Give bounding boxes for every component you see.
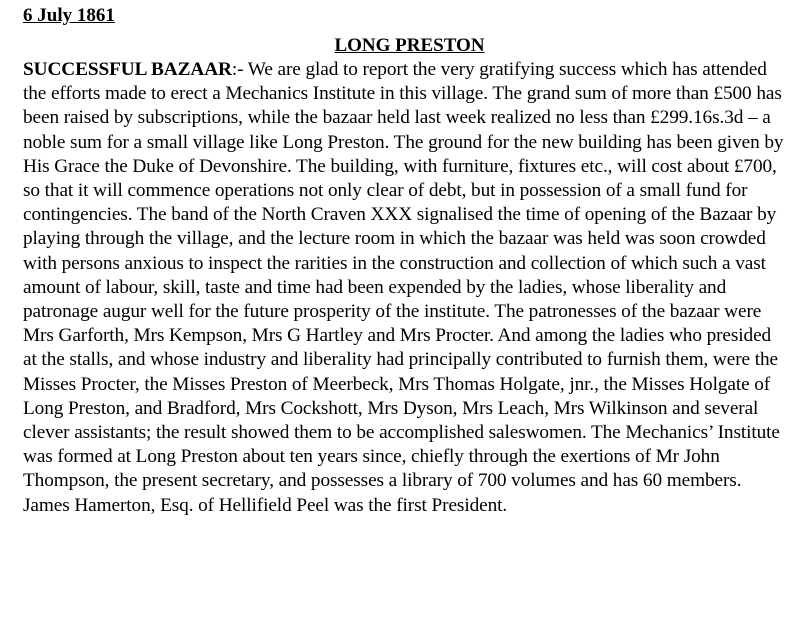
article-lead: SUCCESSFUL BAZAAR — [23, 59, 232, 80]
article-heading: LONG PRESTON — [334, 35, 485, 56]
article-body — [23, 58, 786, 518]
article-date: 6 July 1861 — [23, 5, 115, 26]
article-text: :- We are glad to report the very gratifying success which has attended the efforts made to erect a Mechanics Institute in this village. The grand sum of more than £500 has been raised by subscriptions, while the bazaar held last week realized no less than £299.16s.3d – a noble sum for a small village like Long Preston. The ground for the new building has been given by His Grace the Duke of Devonshire. The building, with furniture, fixtures etc., will cost about £700, so that it will commence operations not only clear of debt, but in possession of a small fund for contingencies. The band of the North Craven XXX signalised the time of opening of the Bazaar by playing through the village, and the lecture room in which the bazaar was held was soon crowded with persons anxious to inspect the rarities in the construction and collection of which such a vast amount of labour, skill, taste and time had been expended by the ladies, whose liberality and patronage augur well for the future prosperity of the institute. The patronesses of the bazaar were Mrs Garforth, Mrs Kempson, Mrs G Hartley and Mrs Procter. And among the ladies who presided at the stalls, and whose industry and liberality had principally contributed to furnish them, were the Misses Procter, the Misses Preston of Meerbeck, Mrs Thomas Holgate, jnr., the Misses Holgate of Long Preston, and Bradford, Mrs Cockshott, Mrs Dyson, Mrs Leach, Mrs Wilkinson and several clever assistants; the result showed them to be accomplished saleswomen. The Mechanics’ Institute was formed at Long Preston about ten years since, chiefly through the exertions of Mr John Thompson, the present secretary, and possesses a library of 700 volumes and has 60 members. James Hamerton, Esq. of Hellifield Peel was the first President. — [23, 59, 784, 516]
